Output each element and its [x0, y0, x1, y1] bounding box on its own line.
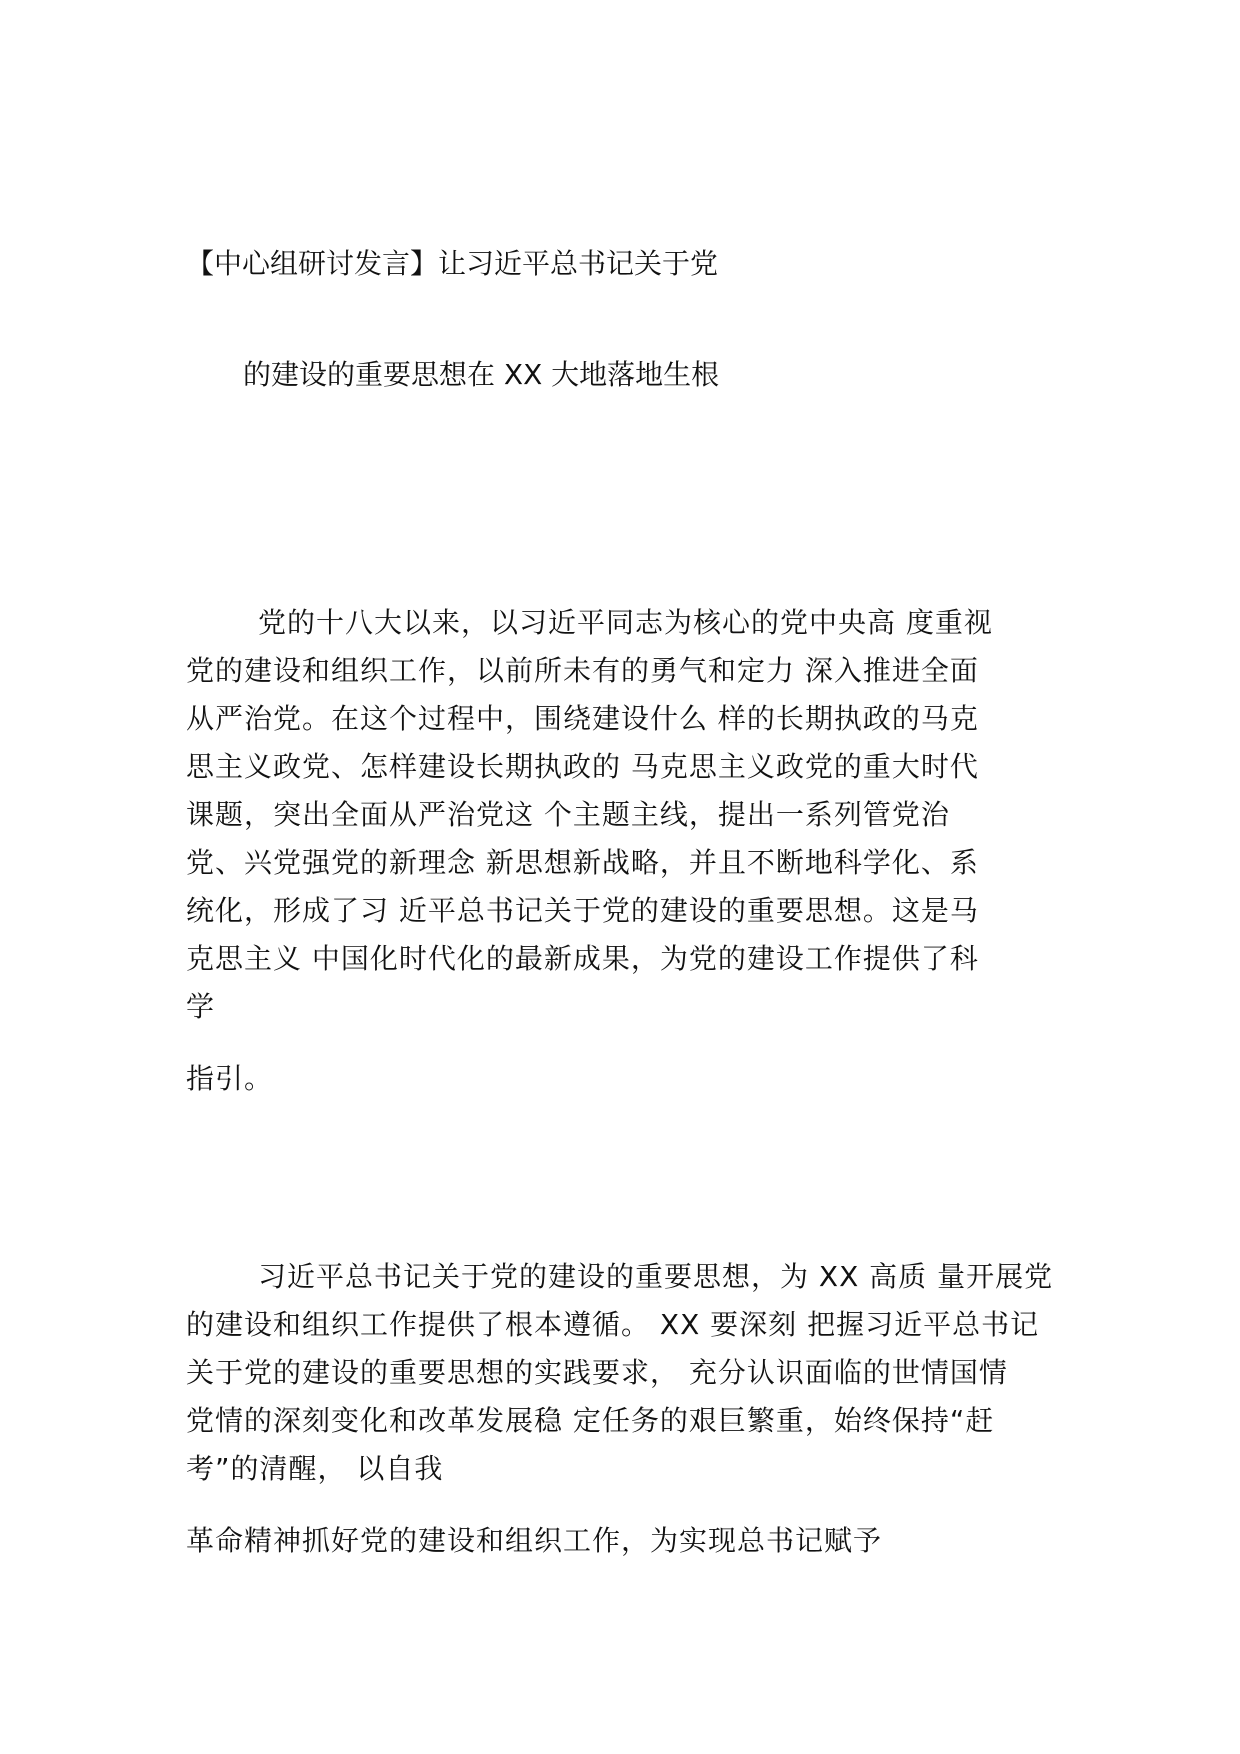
paragraph2-line: 革命精神抓好党的建设和组织工作，为实现总书记赋予 [186, 1524, 883, 1557]
paragraph2-line: 党情的深刻变化和改革发展稳 定任务的艰巨繁重，始终保持“赶 [186, 1404, 995, 1437]
paragraph1-line: 指引。 [186, 1062, 274, 1095]
paragraph1-line: 从严治党。在这个过程中，围绕建设什么 样的长期执政的马克 [186, 702, 979, 735]
paragraph2-line: 的建设和组织工作提供了根本遵循。 XX 要深刻 把握习近平总书记 [186, 1308, 1040, 1341]
paragraph1-line: 党的建设和组织工作，以前所未有的勇气和定力 深入推进全面 [186, 654, 979, 687]
paragraph2-line: 关于党的建设的重要思想的实践要求， 充分认识面临的世情国情 [186, 1356, 1008, 1389]
paragraph1-line: 党、兴党强党的新理念 新思想新战略，并且不断地科学化、系 [186, 846, 979, 879]
paragraph2-line: 习近平总书记关于党的建设的重要思想，为 XX 高质 量开展党 [258, 1260, 1054, 1293]
paragraph1-line: 思主义政党、怎样建设长期执政的 马克思主义政党的重大时代 [186, 750, 979, 783]
title-line-1: 【中心组研讨发言】让习近平总书记关于党 [186, 247, 719, 280]
paragraph2-line: 考”的清醒， 以自我 [186, 1452, 444, 1485]
paragraph1-line: 统化，形成了习 近平总书记关于党的建设的重要思想。这是马 [186, 894, 979, 927]
paragraph1-line: 学 [186, 990, 216, 1023]
paragraph1-line: 课题，突出全面从严治党这 个主题主线，提出一系列管党治 [186, 798, 950, 831]
title-line-2: 的建设的重要思想在 XX 大地落地生根 [243, 358, 720, 391]
paragraph1-line: 克思主义 中国化时代化的最新成果，为党的建设工作提供了科 [186, 942, 979, 975]
paragraph1-line: 党的十八大以来，以习近平同志为核心的党中央高 度重视 [258, 606, 993, 639]
